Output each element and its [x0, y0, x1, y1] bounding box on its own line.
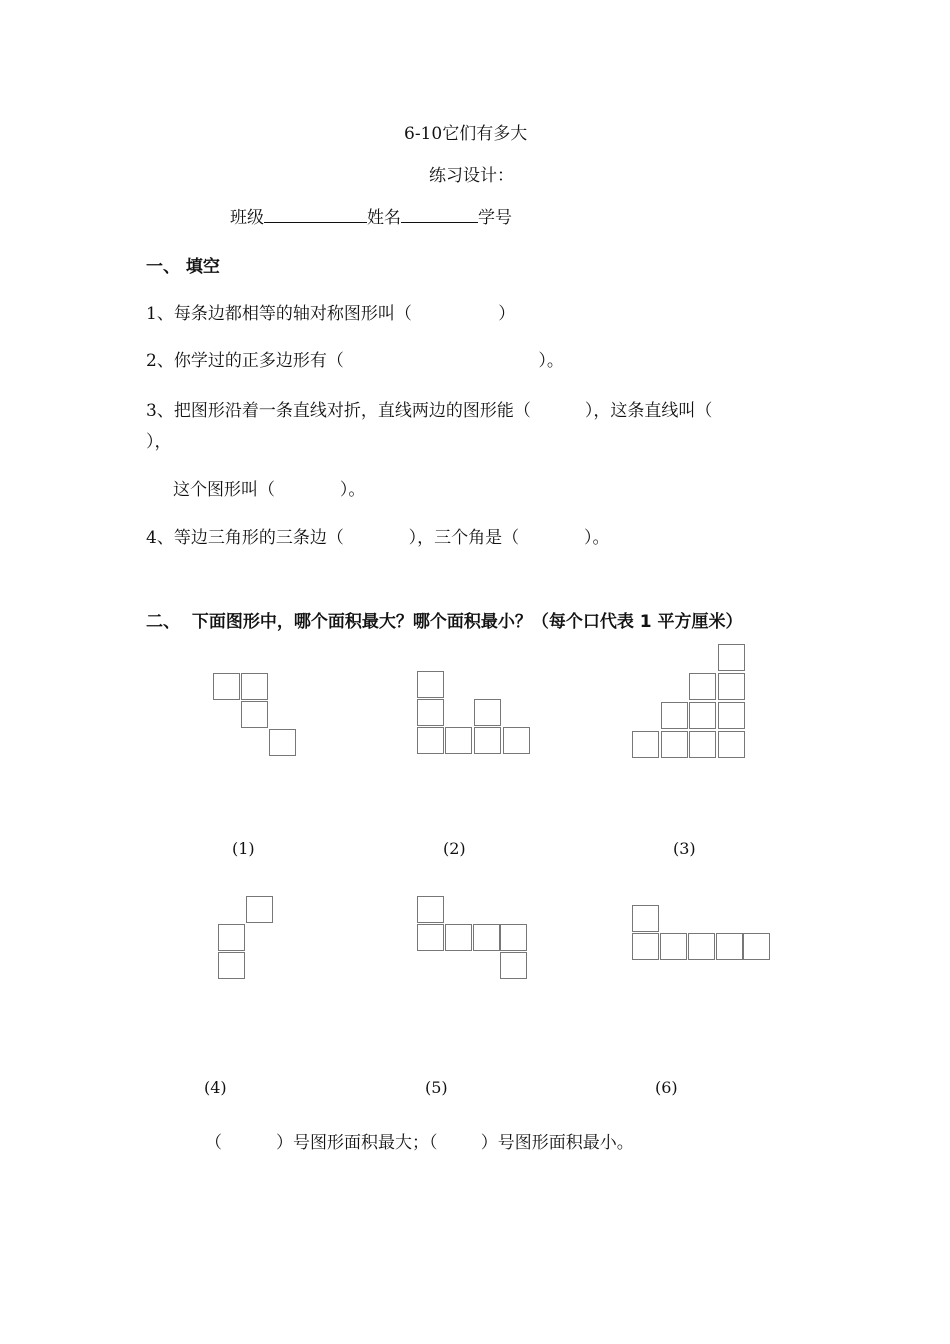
grid-square: [661, 702, 688, 729]
grid-square: [718, 673, 745, 700]
name-label: 姓名: [367, 208, 401, 228]
grid-square: [632, 933, 659, 960]
grid-square: [500, 952, 527, 979]
grid-square: [417, 671, 444, 698]
figure-3-label: (3): [673, 839, 696, 858]
grid-square: [417, 699, 444, 726]
grid-square: [218, 924, 245, 951]
student-info-row: [230, 203, 512, 228]
grid-square: [743, 933, 770, 960]
grid-square: [246, 896, 273, 923]
question-3-line3: 这个图形叫（ ）。: [173, 480, 366, 500]
grid-square: [218, 952, 245, 979]
id-label: 学号: [478, 208, 512, 228]
grid-square: [718, 731, 745, 758]
grid-square: [689, 673, 716, 700]
figure-4-label: (4): [204, 1078, 227, 1097]
grid-square: [632, 731, 659, 758]
page-subtitle: 练习设计：: [429, 166, 514, 186]
grid-square: [660, 933, 687, 960]
grid-square: [474, 727, 501, 754]
grid-square: [213, 673, 240, 700]
section1-heading: 一、 填空: [146, 257, 220, 277]
grid-square: [689, 702, 716, 729]
grid-square: [241, 673, 268, 700]
figure-5-label: (5): [425, 1078, 448, 1097]
grid-square: [473, 924, 500, 951]
class-label: 班级: [230, 208, 264, 228]
figure-6-label: (6): [655, 1078, 678, 1097]
grid-square: [269, 729, 296, 756]
grid-square: [661, 731, 688, 758]
figure-1-label: (1): [232, 839, 255, 858]
question-4: 4、等边三角形的三条边（ ），三个角是（ ）。: [146, 528, 610, 548]
question-3-line1: 3、把图形沿着一条直线对折，直线两边的图形能（ ），这条直线叫（: [146, 401, 713, 421]
grid-square: [716, 933, 743, 960]
grid-square: [500, 924, 527, 951]
question-2: 2、你学过的正多边形有（ ）。: [146, 351, 564, 371]
grid-square: [474, 699, 501, 726]
grid-square: [445, 727, 472, 754]
question-1: 1、每条边都相等的轴对称图形叫（ ）: [146, 304, 516, 324]
question-3-line2: ），: [146, 432, 172, 452]
class-field[interactable]: [264, 205, 367, 223]
grid-square: [241, 701, 268, 728]
name-field[interactable]: [401, 205, 478, 223]
section2-heading: 二、 下面图形中，哪个面积最大？哪个面积最小？（每个口代表 1 平方厘米）: [146, 612, 743, 632]
grid-square: [632, 905, 659, 932]
grid-square: [417, 896, 444, 923]
figure-2-label: (2): [443, 839, 466, 858]
grid-square: [718, 644, 745, 671]
grid-square: [718, 702, 745, 729]
grid-square: [417, 924, 444, 951]
answer-line: （ ）号图形面积最大；（ ）号图形面积最小。: [205, 1133, 634, 1153]
grid-square: [503, 727, 530, 754]
grid-square: [417, 727, 444, 754]
grid-square: [689, 731, 716, 758]
grid-square: [688, 933, 715, 960]
grid-square: [445, 924, 472, 951]
page-title: 6-10它们有多大: [404, 124, 528, 144]
